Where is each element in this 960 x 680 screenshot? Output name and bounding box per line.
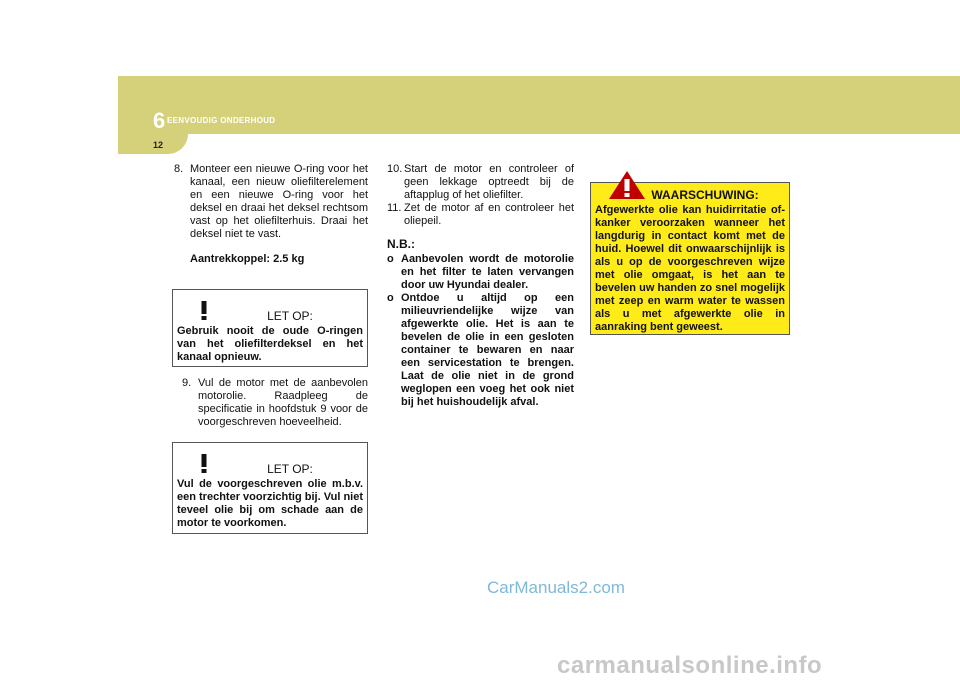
step-number: 8. xyxy=(174,163,184,175)
watermark: CarManuals2.com xyxy=(487,578,625,597)
nb-text: Ontdoe u altijd op een milieuvriendelijke wijze van afgewerkte olie. Het is aan te bevelen de olie in een gesloten container te bewaren en naar een servicestation te brengen. Laat de olie niet in de grond weglopen een voeg het ook niet bij het huishoudelijk afval. xyxy=(401,292,574,408)
bullet: o xyxy=(387,292,394,304)
step-text: Start de motor en controleer of geen lekkage optreedt bij de aftapplug of het oliefilter. xyxy=(404,163,574,201)
nb-item xyxy=(387,253,574,292)
nb-text: Aanbevolen wordt de motorolie en het filter te laten vervangen door uw Hyundai dealer. xyxy=(401,253,574,291)
step-11 xyxy=(387,202,574,228)
warning-triangle-icon xyxy=(607,169,647,201)
step-text: Zet de motor af en controleer het oliepeil. xyxy=(404,202,574,227)
caution-box-2 xyxy=(172,442,368,534)
torque-spec: Aantrekkoppel: 2.5 kg xyxy=(190,253,305,265)
warning-triangle-icon xyxy=(184,294,224,324)
warning-heading: WAARSCHUWING: xyxy=(651,188,759,202)
step-number: 11. xyxy=(387,202,402,214)
chapter-title: EENVOUDIG ONDERHOUD xyxy=(167,116,276,125)
warning-triangle-icon xyxy=(184,447,224,477)
page-number: 12 xyxy=(153,140,164,150)
caution-text: Vul de voorgeschreven olie m.b.v. een trechter voorzichtig bij. Vul niet teveel olie bij om schade aan de motor te voorkomen. xyxy=(177,478,364,529)
caution-box-1 xyxy=(172,289,368,367)
step-number: 10. xyxy=(387,163,403,175)
step-text: Vul de motor met de aanbevolen motorolie. Raadpleeg de specificatie in hoofdstuk 9 voor de voorgeschreven hoeveelheid. xyxy=(198,377,368,428)
nb-item xyxy=(387,292,574,409)
bullet: o xyxy=(387,253,394,265)
warning-box xyxy=(590,182,790,335)
step-text: Monteer een nieuwe O-ring voor het kanaal, een nieuw oliefilterelement en een nieuwe O-ring voor het deksel en draai het deksel rechtsom vast op het oliefilterhuis. Draai het deksel niet te vast. xyxy=(190,163,368,240)
column-left xyxy=(174,163,368,266)
warning-text: Afgewerkte olie kan huidirritatie of-kanker veroorzaken wanneer het langdurig in contact komt met de huid. Hoewel dit onwaarschijnlijk is als u op de voorgeschreven wijze met olie omgaat, is het aan te bevelen uw handen zo snel mogelijk met zeep en warm water te wassen als u met afgewerkte olie in aanraking bent geweest. xyxy=(595,204,785,333)
step-10 xyxy=(387,163,574,202)
step-number: 9. xyxy=(182,377,192,389)
header-band xyxy=(118,76,960,134)
column-middle xyxy=(387,163,574,409)
footer-link[interactable]: carmanualsonline.info xyxy=(557,652,823,679)
step-9 xyxy=(182,377,368,429)
caution-heading: LET OP: xyxy=(267,462,313,476)
chapter-number: 6 xyxy=(153,108,166,133)
step-8 xyxy=(174,163,368,241)
caution-heading: LET OP: xyxy=(267,309,313,323)
caution-text: Gebruik nooit de oude O-ringen van het oliefilterdeksel en het kanaal opnieuw. xyxy=(177,325,363,363)
nb-title: N.B.: xyxy=(387,237,415,251)
